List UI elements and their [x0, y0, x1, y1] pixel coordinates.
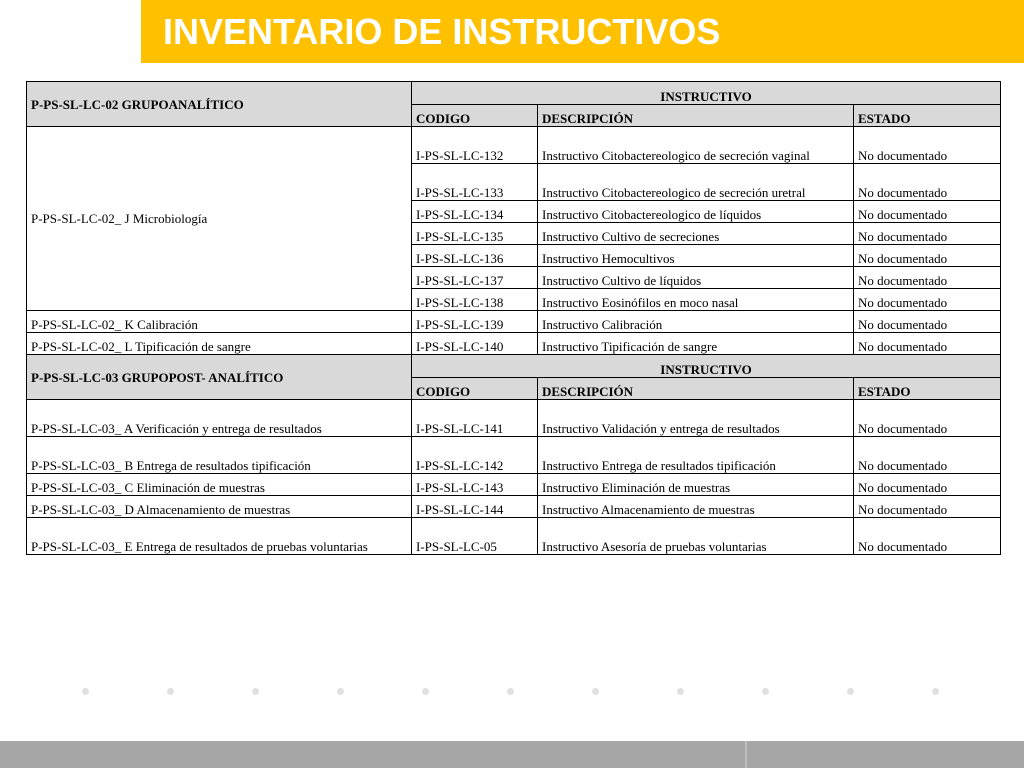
descripcion-cell: Instructivo Eliminación de muestras [538, 474, 854, 496]
descripcion-cell: Instructivo Almacenamiento de muestras [538, 496, 854, 518]
descripcion-column-header: DESCRIPCIÓN [538, 105, 854, 127]
descripcion-cell: Instructivo Hemocultivos [538, 245, 854, 267]
table-row [27, 474, 1001, 496]
decor-dot [592, 688, 599, 695]
process-cell: P-PS-SL-LC-02_ J Microbiología [27, 127, 412, 311]
inventory-table [26, 81, 1001, 555]
estado-column-header: ESTADO [854, 105, 1001, 127]
codigo-cell: I-PS-SL-LC-134 [412, 201, 538, 223]
descripcion-cell: Instructivo Eosinófilos en moco nasal [538, 289, 854, 311]
decor-dot [847, 688, 854, 695]
process-cell: P-PS-SL-LC-03_ C Eliminación de muestras [27, 474, 412, 496]
process-cell: P-PS-SL-LC-03_ E Entrega de resultados de pruebas voluntarias [27, 518, 412, 555]
descripcion-cell: Instructivo Tipificación de sangre [538, 333, 854, 355]
table-row [27, 518, 1001, 555]
process-cell: P-PS-SL-LC-03_ B Entrega de resultados tipificación [27, 437, 412, 474]
dot-divider [0, 688, 1024, 700]
decor-dot [762, 688, 769, 695]
process-cell: P-PS-SL-LC-02_ K Calibración [27, 311, 412, 333]
decor-dot [677, 688, 684, 695]
codigo-cell: I-PS-SL-LC-133 [412, 164, 538, 201]
decor-dot [82, 688, 89, 695]
descripcion-column-header: DESCRIPCIÓN [538, 378, 854, 400]
codigo-column-header: CODIGO [412, 378, 538, 400]
estado-cell: No documentado [854, 201, 1001, 223]
decor-dot [167, 688, 174, 695]
codigo-cell: I-PS-SL-LC-143 [412, 474, 538, 496]
descripcion-cell: Instructivo Citobactereologico de líquidos [538, 201, 854, 223]
footer-divider [745, 741, 747, 768]
estado-cell: No documentado [854, 127, 1001, 164]
codigo-cell: I-PS-SL-LC-05 [412, 518, 538, 555]
table-row [27, 496, 1001, 518]
footer-bar [0, 741, 1024, 768]
section-header-row [27, 82, 1001, 105]
decor-dot [337, 688, 344, 695]
estado-cell: No documentado [854, 289, 1001, 311]
page-title: INVENTARIO DE INSTRUCTIVOS [163, 11, 721, 52]
estado-cell: No documentado [854, 245, 1001, 267]
table-row [27, 333, 1001, 355]
codigo-cell: I-PS-SL-LC-136 [412, 245, 538, 267]
group-header: P-PS-SL-LC-03 GRUPOPOST- ANALÍTICO [27, 355, 412, 400]
codigo-cell: I-PS-SL-LC-142 [412, 437, 538, 474]
process-cell: P-PS-SL-LC-03_ A Verificación y entrega de resultados [27, 400, 412, 437]
table-row [27, 127, 1001, 164]
codigo-cell: I-PS-SL-LC-140 [412, 333, 538, 355]
estado-cell: No documentado [854, 496, 1001, 518]
descripcion-cell: Instructivo Citobactereologico de secreción vaginal [538, 127, 854, 164]
estado-cell: No documentado [854, 437, 1001, 474]
table-row [27, 400, 1001, 437]
descripcion-cell: Instructivo Asesoría de pruebas voluntarias [538, 518, 854, 555]
descripcion-cell: Instructivo Citobactereologico de secreción uretral [538, 164, 854, 201]
process-cell: P-PS-SL-LC-03_ D Almacenamiento de muestras [27, 496, 412, 518]
codigo-cell: I-PS-SL-LC-141 [412, 400, 538, 437]
decor-dot [932, 688, 939, 695]
descripcion-cell: Instructivo Cultivo de líquidos [538, 267, 854, 289]
estado-cell: No documentado [854, 400, 1001, 437]
table-row [27, 437, 1001, 474]
estado-cell: No documentado [854, 223, 1001, 245]
estado-cell: No documentado [854, 267, 1001, 289]
codigo-cell: I-PS-SL-LC-132 [412, 127, 538, 164]
codigo-cell: I-PS-SL-LC-144 [412, 496, 538, 518]
process-cell: P-PS-SL-LC-02_ L Tipificación de sangre [27, 333, 412, 355]
estado-cell: No documentado [854, 474, 1001, 496]
group-header: P-PS-SL-LC-02 GRUPOANALÍTICO [27, 82, 412, 127]
codigo-cell: I-PS-SL-LC-137 [412, 267, 538, 289]
codigo-column-header: CODIGO [412, 105, 538, 127]
section-header-row [27, 355, 1001, 378]
codigo-cell: I-PS-SL-LC-135 [412, 223, 538, 245]
descripcion-cell: Instructivo Calibración [538, 311, 854, 333]
estado-column-header: ESTADO [854, 378, 1001, 400]
decor-dot [422, 688, 429, 695]
decor-dot [507, 688, 514, 695]
title-bar [141, 0, 1024, 63]
codigo-cell: I-PS-SL-LC-138 [412, 289, 538, 311]
descripcion-cell: Instructivo Validación y entrega de resultados [538, 400, 854, 437]
estado-cell: No documentado [854, 333, 1001, 355]
estado-cell: No documentado [854, 518, 1001, 555]
table-row [27, 311, 1001, 333]
instructivo-header: INSTRUCTIVO [412, 355, 1001, 378]
descripcion-cell: Instructivo Entrega de resultados tipificación [538, 437, 854, 474]
decor-dot [252, 688, 259, 695]
codigo-cell: I-PS-SL-LC-139 [412, 311, 538, 333]
descripcion-cell: Instructivo Cultivo de secreciones [538, 223, 854, 245]
estado-cell: No documentado [854, 164, 1001, 201]
instructivo-header: INSTRUCTIVO [412, 82, 1001, 105]
estado-cell: No documentado [854, 311, 1001, 333]
